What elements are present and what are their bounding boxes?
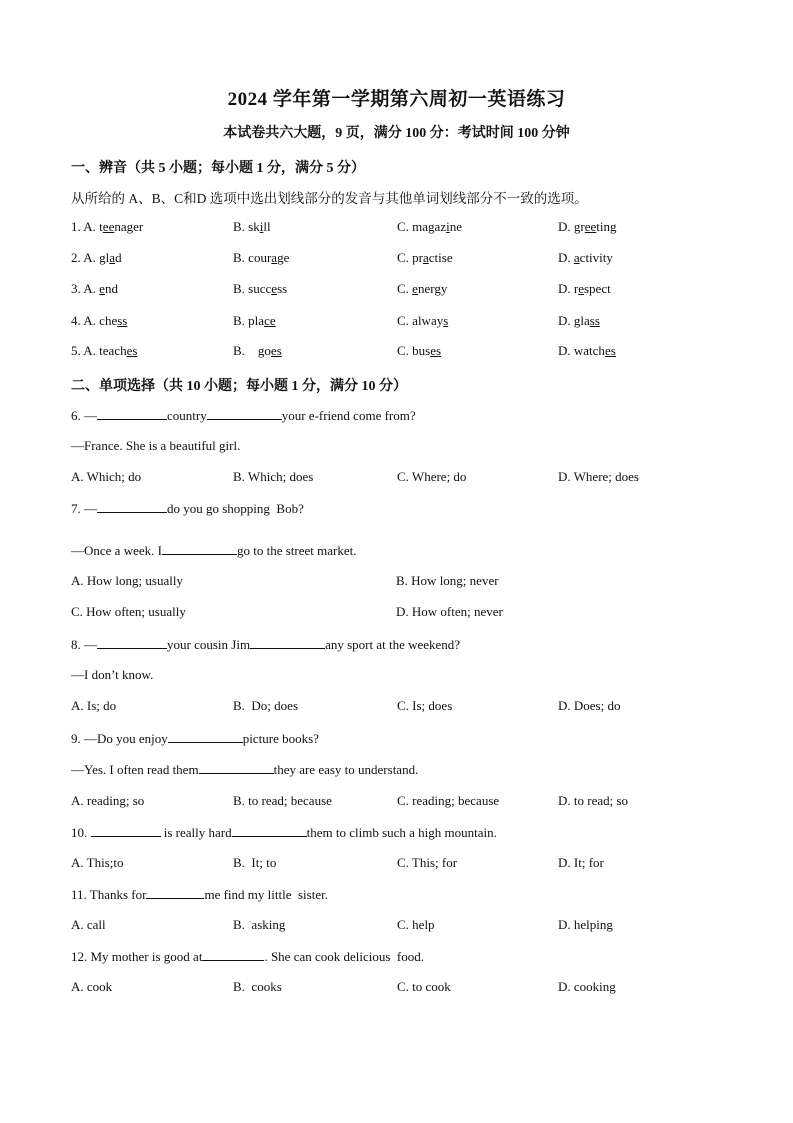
- option-a: 3. A. end: [71, 281, 118, 296]
- underlined-letters: es: [430, 343, 442, 358]
- answer-blank: [146, 886, 204, 899]
- option-d: D. Does; do: [558, 698, 621, 713]
- section-1-heading: 一、辨音（共 5 小题；每小题 1 分，满分 5 分）: [71, 161, 365, 176]
- question-5: [71, 343, 731, 363]
- option-c: C. energy: [397, 281, 448, 296]
- option-c: C. help: [397, 917, 435, 932]
- option-c: C. practise: [397, 250, 453, 265]
- question-9-options: [71, 793, 731, 813]
- underlined-letters: ee: [584, 219, 597, 234]
- section-1-instruction: 从所给的 A、B、C和D 选项中选出划线部分的发音与其他单词划线部分不一致的选项。: [71, 191, 588, 206]
- option-b: B. Which; does: [233, 469, 314, 484]
- option-d: D. greeting: [558, 219, 617, 234]
- option-d: D. activity: [558, 250, 613, 265]
- underlined-letters: a: [271, 250, 278, 265]
- option-c: C. always: [397, 313, 449, 328]
- question-4: [71, 313, 731, 333]
- option-a: A. reading; so: [71, 793, 145, 808]
- option-c: C. reading; because: [397, 793, 500, 808]
- question-2: [71, 250, 731, 270]
- question-12-options: [71, 979, 731, 999]
- answer-blank: [91, 824, 161, 837]
- question-6-options: [71, 469, 731, 489]
- option-c: C. This; for: [397, 855, 458, 870]
- question-11-options: [71, 917, 731, 937]
- answer-blank: [97, 500, 167, 513]
- option-b: B. It; to: [233, 855, 277, 870]
- question-9-stem: 9. —Do you enjoy picture books?: [71, 731, 319, 746]
- underlined-letters: i: [259, 219, 264, 234]
- option-b: B. skill: [233, 219, 271, 234]
- option-b: B. Do; does: [233, 698, 298, 713]
- option-a: A. This;to: [71, 855, 124, 870]
- underlined-letters: ce: [264, 313, 276, 328]
- underlined-letters: i: [446, 219, 450, 234]
- page-title: 2024 学年第一学期第六周初一英语练习: [227, 89, 566, 110]
- option-a: 4. A. chess: [71, 313, 128, 328]
- option-c: C. magazine: [397, 219, 462, 234]
- option-b: B. place: [233, 313, 276, 328]
- question-10-stem: 10. is really hard them to climb such a high mountain.: [71, 825, 497, 840]
- underlined-letters: e: [271, 281, 278, 296]
- option-d: D. Where; does: [558, 469, 639, 484]
- underlined-letters: s: [443, 313, 449, 328]
- underlined-letters: e: [578, 281, 584, 296]
- underlined-letters: ee: [102, 219, 115, 234]
- question-7-options-row-1: [71, 573, 731, 593]
- option-a: A. call: [71, 917, 106, 932]
- option-c: C. Where; do: [397, 469, 467, 484]
- question-11-stem: 11. Thanks for me find my little sister.: [71, 887, 328, 902]
- underlined-letters: a: [109, 250, 116, 265]
- question-7-reply: —Once a week. I go to the street market.: [71, 543, 357, 558]
- option-b: B. How long; never: [396, 573, 499, 588]
- answer-blank: [168, 730, 243, 743]
- option-c: C. buses: [397, 343, 442, 358]
- option-a: A. cook: [71, 979, 113, 994]
- question-12-stem: 12. My mother is good at . She can cook delicious food.: [71, 949, 425, 964]
- underlined-letters: es: [604, 343, 616, 358]
- answer-blank: [162, 542, 237, 555]
- underlined-letters: e: [99, 281, 105, 296]
- underlined-letters: ss: [589, 313, 600, 328]
- option-b: B. asking: [233, 917, 286, 932]
- question-6-stem: 6. — country your e-friend come from?: [71, 408, 416, 423]
- answer-blank: [250, 636, 325, 649]
- underlined-letters: ss: [117, 313, 128, 328]
- option-d: D. How often; never: [396, 604, 503, 619]
- underlined-letters: a: [423, 250, 429, 265]
- underlined-letters: a: [573, 250, 580, 265]
- option-b: B. courage: [233, 250, 290, 265]
- question-10-options: [71, 855, 731, 875]
- option-c: C. Is; does: [397, 698, 453, 713]
- option-a: 1. A. teenager: [71, 219, 144, 234]
- question-8-reply: —I don’t know.: [71, 667, 154, 682]
- option-d: D. cooking: [558, 979, 616, 994]
- option-d: D. to read; so: [558, 793, 629, 808]
- option-d: D. glass: [558, 313, 600, 328]
- question-7-options-row-2: [71, 604, 731, 624]
- option-a: 2. A. glad: [71, 250, 122, 265]
- option-a: A. Is; do: [71, 698, 117, 713]
- option-d: D. helping: [558, 917, 613, 932]
- answer-blank: [199, 761, 274, 774]
- question-8-options: [71, 698, 731, 718]
- question-1: [71, 219, 731, 239]
- option-b: B. cooks: [233, 979, 282, 994]
- option-d: D. respect: [558, 281, 611, 296]
- question-6-reply: —France. She is a beautiful girl.: [71, 438, 241, 453]
- page-subtitle: 本试卷共六大题，9 页，满分 100 分：考试时间 100 分钟: [223, 126, 570, 141]
- answer-blank: [97, 636, 167, 649]
- option-a: A. How long; usually: [71, 573, 183, 588]
- underlined-letters: e: [412, 281, 418, 296]
- option-d: D. It; for: [558, 855, 604, 870]
- option-a: 5. A. teaches: [71, 343, 138, 358]
- option-b: B. goes: [233, 343, 282, 358]
- question-3: [71, 281, 731, 301]
- option-c: C. to cook: [397, 979, 451, 994]
- question-9-reply: —Yes. I often read them they are easy to understand.: [71, 762, 419, 777]
- question-8-stem: 8. — your cousin Jim any sport at the weekend?: [71, 637, 461, 652]
- underlined-letters: es: [126, 343, 138, 358]
- underlined-letters: es: [270, 343, 282, 358]
- question-7-stem: 7. — do you go shopping Bob?: [71, 501, 304, 516]
- option-a: A. Which; do: [71, 469, 142, 484]
- answer-blank: [232, 824, 307, 837]
- option-b: B. to read; because: [233, 793, 332, 808]
- option-d: D. watches: [558, 343, 616, 358]
- option-b: B. success: [233, 281, 288, 296]
- answer-blank: [207, 407, 282, 420]
- option-c: C. How often; usually: [71, 604, 186, 619]
- answer-blank: [202, 948, 264, 961]
- section-2-heading: 二、单项选择（共 10 小题；每小题 1 分，满分 10 分）: [71, 379, 407, 394]
- answer-blank: [97, 407, 167, 420]
